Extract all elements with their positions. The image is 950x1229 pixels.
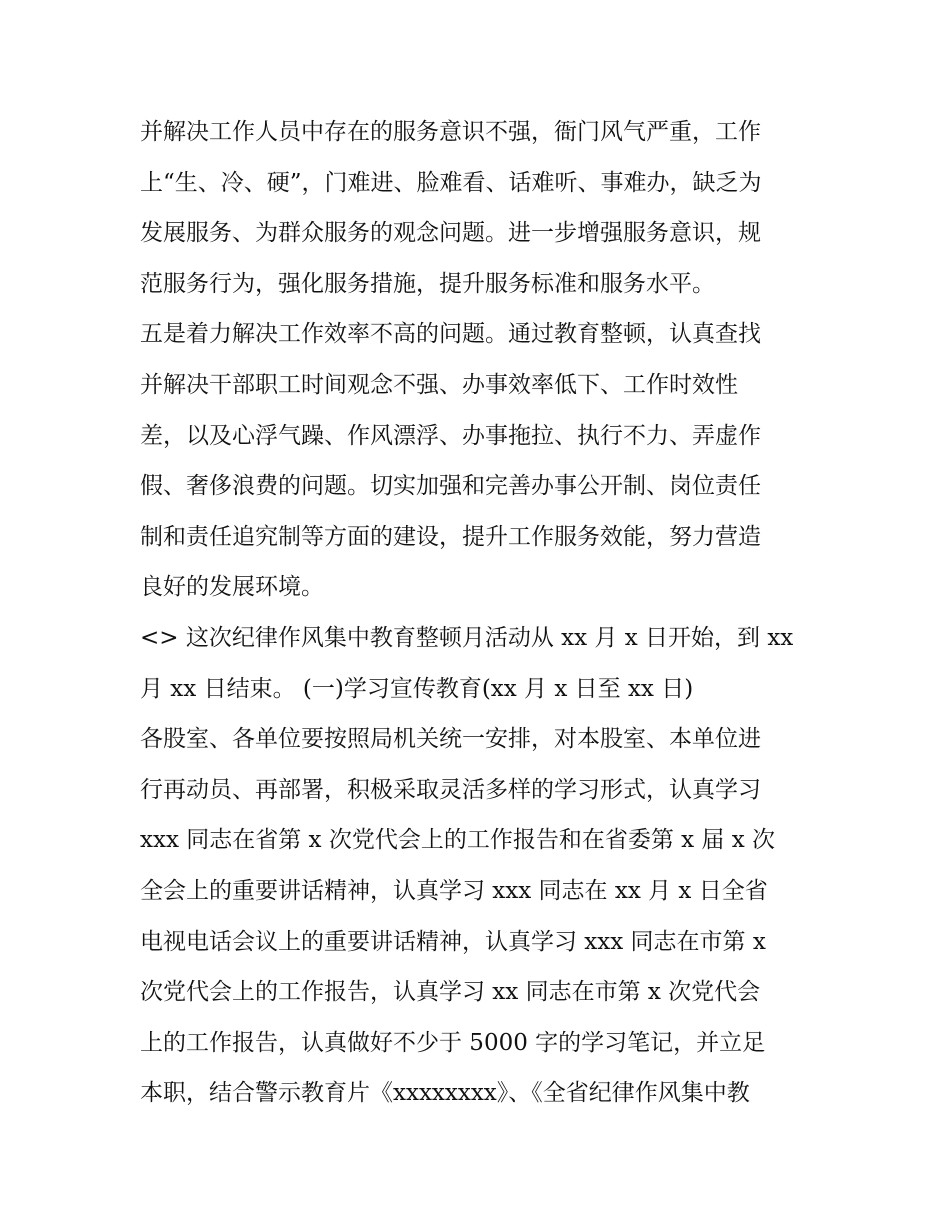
text-line: 月 xx 日结束。 (一)学习宣传教育(xx 月 x 日至 xx 日) <box>140 675 694 702</box>
text-line: 范服务行为，强化服务措施，提升服务标准和服务水平。 <box>140 270 715 297</box>
text-line: 良好的发展环境。 <box>140 574 324 601</box>
text-line: 发展服务、为群众服务的观念问题。进一步增强服务意识，规 <box>140 220 761 247</box>
document-body <box>140 107 820 1119</box>
text-line: 各股室、各单位要按照局机关统一安排，对本股室、本单位进 <box>140 726 761 753</box>
text-line: 差，以及心浮气躁、作风漂浮、办事拖拉、执行不力、弄虚作 <box>140 422 761 449</box>
text-line: 制和责任追究制等方面的建设，提升工作服务效能，努力营造 <box>140 523 761 550</box>
text-line: <> 这次纪律作风集中教育整顿月活动从 xx 月 x 日开始，到 xx <box>140 624 794 651</box>
text-line: 假、奢侈浪费的问题。切实加强和完善办事公开制、岗位责任 <box>140 473 761 500</box>
text-line: 上“生、冷、硬”，门难进、脸难看、话难听、事难办，缺乏为 <box>140 169 762 196</box>
text-line: xxx 同志在省第 x 次党代会上的工作报告和在省委第 x 届 x 次 <box>140 827 776 854</box>
text-line: 五是着力解决工作效率不高的问题。通过教育整顿，认真查找 <box>140 321 761 348</box>
text-line: 本职，结合警示教育片《xxxxxxxx》、《全省纪律作风集中教 <box>140 1080 750 1107</box>
text-line: 次党代会上的工作报告，认真学习 xx 同志在市第 x 次党代会 <box>140 979 761 1006</box>
text-line: 上的工作报告，认真做好不少于 5000 字的学习笔记，并立足 <box>140 1029 766 1056</box>
text-line: 并解决干部职工时间观念不强、办事效率低下、工作时效性 <box>140 371 738 398</box>
text-line: 全会上的重要讲话精神，认真学习 xxx 同志在 xx 月 x 日全省 <box>140 877 768 904</box>
text-line: 电视电话会议上的重要讲话精神，认真学习 xxx 同志在市第 x <box>140 928 766 955</box>
text-line: 行再动员、再部署，积极采取灵活多样的学习形式，认真学习 <box>140 776 761 803</box>
text-line: 并解决工作人员中存在的服务意识不强，衙门风气严重，工作 <box>140 119 761 145</box>
